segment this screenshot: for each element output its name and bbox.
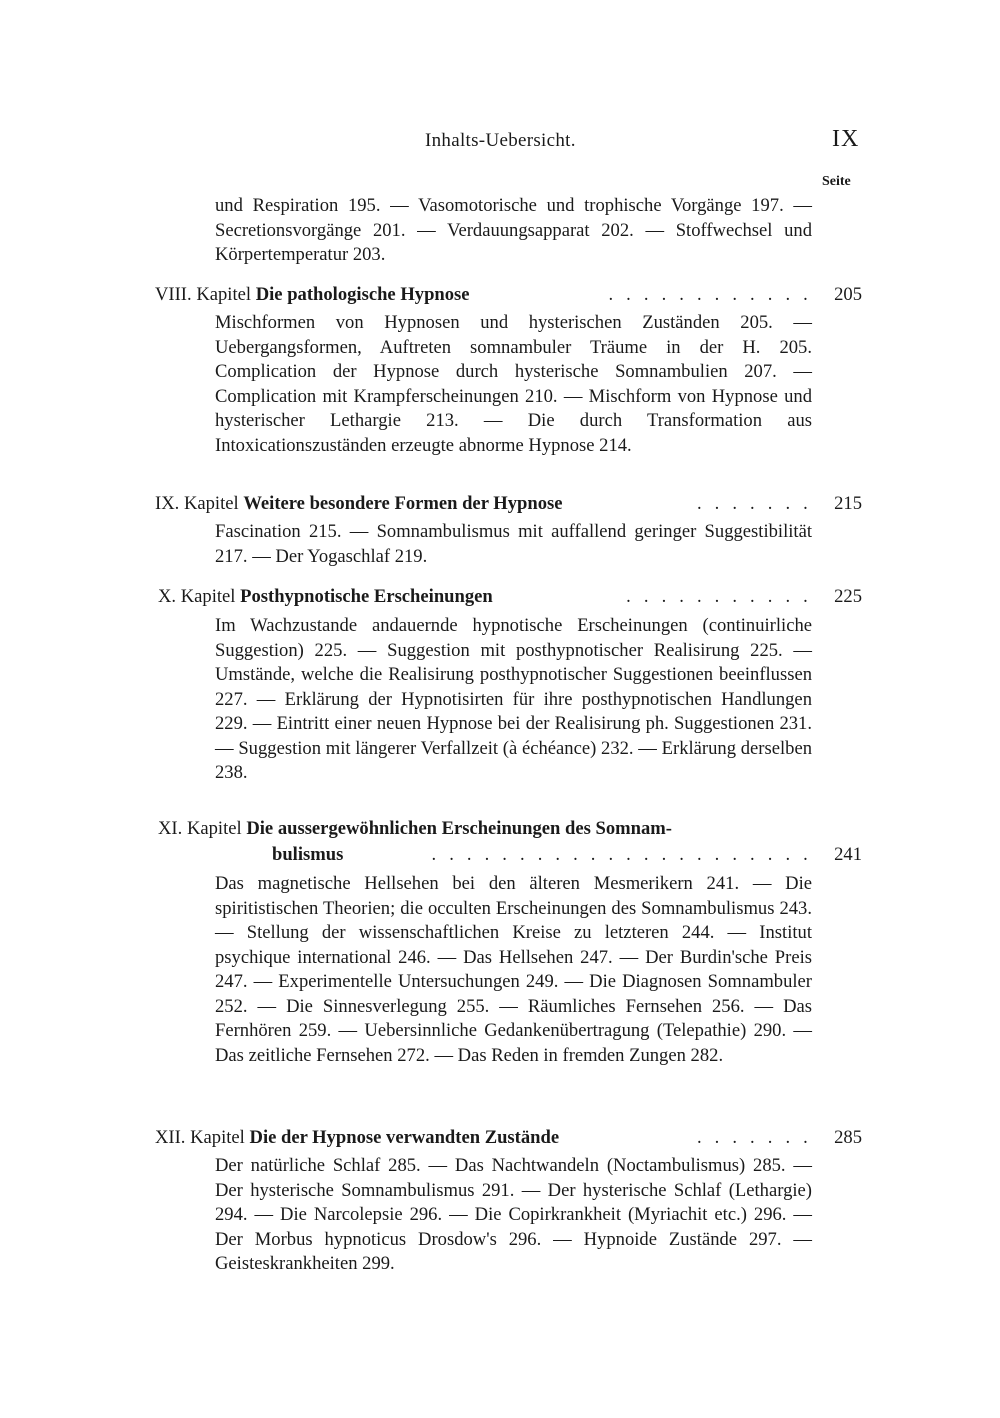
dot-leader: . . . . . . . . . . . . . . . . . . . . . . <box>431 844 812 865</box>
chapter-title-continued: bulismus <box>272 844 344 865</box>
dot-leader: . . . . . . . . . . . <box>626 586 812 607</box>
chapter-label: Kapitel <box>190 1127 245 1148</box>
chapter-11-heading-cont <box>155 842 862 868</box>
chapter-8-heading <box>155 282 862 308</box>
chapter-10-heading <box>155 584 862 610</box>
chapter-11-heading <box>155 816 862 842</box>
chapter-numeral: IX. <box>155 493 180 514</box>
chapter-10-summary: Im Wachzustande andauernde hypnotische Erscheinungen (continuirliche Suggestion) 225. — Suggestion mit posthypnotischer Realisirung 225. — Umstände, welche die Realisirung posthypnotischer Suggestionen beeinflussen 227. — Erklärung der Hypnotisirten für ihre posthypnotischen Handlungen 229. — Eintritt einer neuen Hypnose bei der Realisirung ph. Suggestionen 231. — Suggestion mit längerer Verfallzeit (à échéance) 232. — Erklärung derselben 238. <box>215 615 812 783</box>
chapter-11-summary: Das magnetische Hellsehen bei den älteren Mesmerikern 241. — Die spiritistischen Theorien; die occulten Erscheinungen des Somnambulismus 243. — Stellung der wissenschaftlichen Kreise zu letzteren 244. — Institut psychique international 246. — Das Hellsehen 247. — Der Burdin'sche Preis 247. — Experimentelle Untersuchungen 249. — Die Diagnosen Somnambuler 252. — Die Sinnesverlegung 255. — Räumliches Fernsehen 256. — Das Fernhören 259. — Uebersinnliche Gedankenübertragung (Telepathie) 290. — Das zeitliche Fernsehen 272. — Das Reden in fremden Zungen 282. <box>215 873 812 1066</box>
chapter-page-number: 215 <box>834 493 862 514</box>
dot-leader: . . . . . . . . . . . . <box>608 284 812 305</box>
chapter-numeral: X. <box>158 586 177 607</box>
chapter-numeral: VIII. <box>155 284 192 305</box>
chapter-page-number: 205 <box>834 284 862 305</box>
chapter-title: Die der Hypnose verwandten Zustände <box>249 1127 560 1148</box>
chapter-label: Kapitel <box>183 493 239 514</box>
intro-continuation-text: und Respiration 195. — Vasomotorische und trophische Vorgänge 197. — Secretionsvorgänge 201. — Verdauungsapparat 202. — Stoffwechsel und Körpertemperatur 203. <box>215 195 812 265</box>
chapter-label: Kapitel <box>196 284 252 305</box>
chapter-title: Weitere besondere Formen der Hypnose <box>243 493 563 514</box>
chapter-9-summary: Fascination 215. — Somnambulismus mit auffallend geringer Suggestibilität 217. — Der Yogaschlaf 219. <box>215 521 812 567</box>
chapter-title: Posthypnotische Erscheinungen <box>240 586 493 607</box>
dot-leader: . . . . . . . <box>696 1127 812 1148</box>
page-number: IX <box>832 126 860 152</box>
seite-column-label: Seite <box>822 174 851 189</box>
chapter-title: Die pathologische Hypnose <box>255 284 470 305</box>
chapter-page-number: 241 <box>834 844 862 865</box>
chapter-title: Die aussergewöhnlichen Erscheinungen des Somnam- <box>246 818 672 839</box>
chapter-12-summary: Der natürliche Schlaf 285. — Das Nachtwandeln (Noctambulismus) 285. — Der hysterische Somnambulismus 291. — Der hysterische Schlaf (Lethargie) 294. — Die Narcolepsie 296. — Die Copirkrankheit (Myriachit etc.) 296. — Der Morbus hypnoticus Drosdow's 296. — Hypnoide Zustände 297. — Geisteskrankheiten 299. <box>215 1155 812 1274</box>
chapter-page-number: 285 <box>834 1127 862 1148</box>
chapter-numeral: XII. <box>155 1127 186 1148</box>
dot-leader: . . . . . . . <box>696 493 812 514</box>
chapter-label: Kapitel <box>180 586 236 607</box>
chapter-9-heading <box>155 491 862 517</box>
chapter-8-summary: Mischformen von Hypnosen und hysterischen Zuständen 205. — Uebergangsformen, Auftreten somnambuler Träume in der H. 205. Complication der Hypnose durch hysterische Somnambulien 207. — Complication mit Krampferscheinungen 210. — Mischform von Hypnose und hysterischer Lethargie 213. — Die durch Transformation aus Intoxicationszuständen erzeugte abnorme Hypnose 214. <box>215 312 812 456</box>
chapter-page-number: 225 <box>834 586 862 607</box>
running-title: Inhalts-Uebersicht. <box>425 130 576 151</box>
chapter-numeral: XI. <box>158 818 183 839</box>
chapter-12-heading <box>155 1125 862 1151</box>
chapter-label: Kapitel <box>186 818 242 839</box>
